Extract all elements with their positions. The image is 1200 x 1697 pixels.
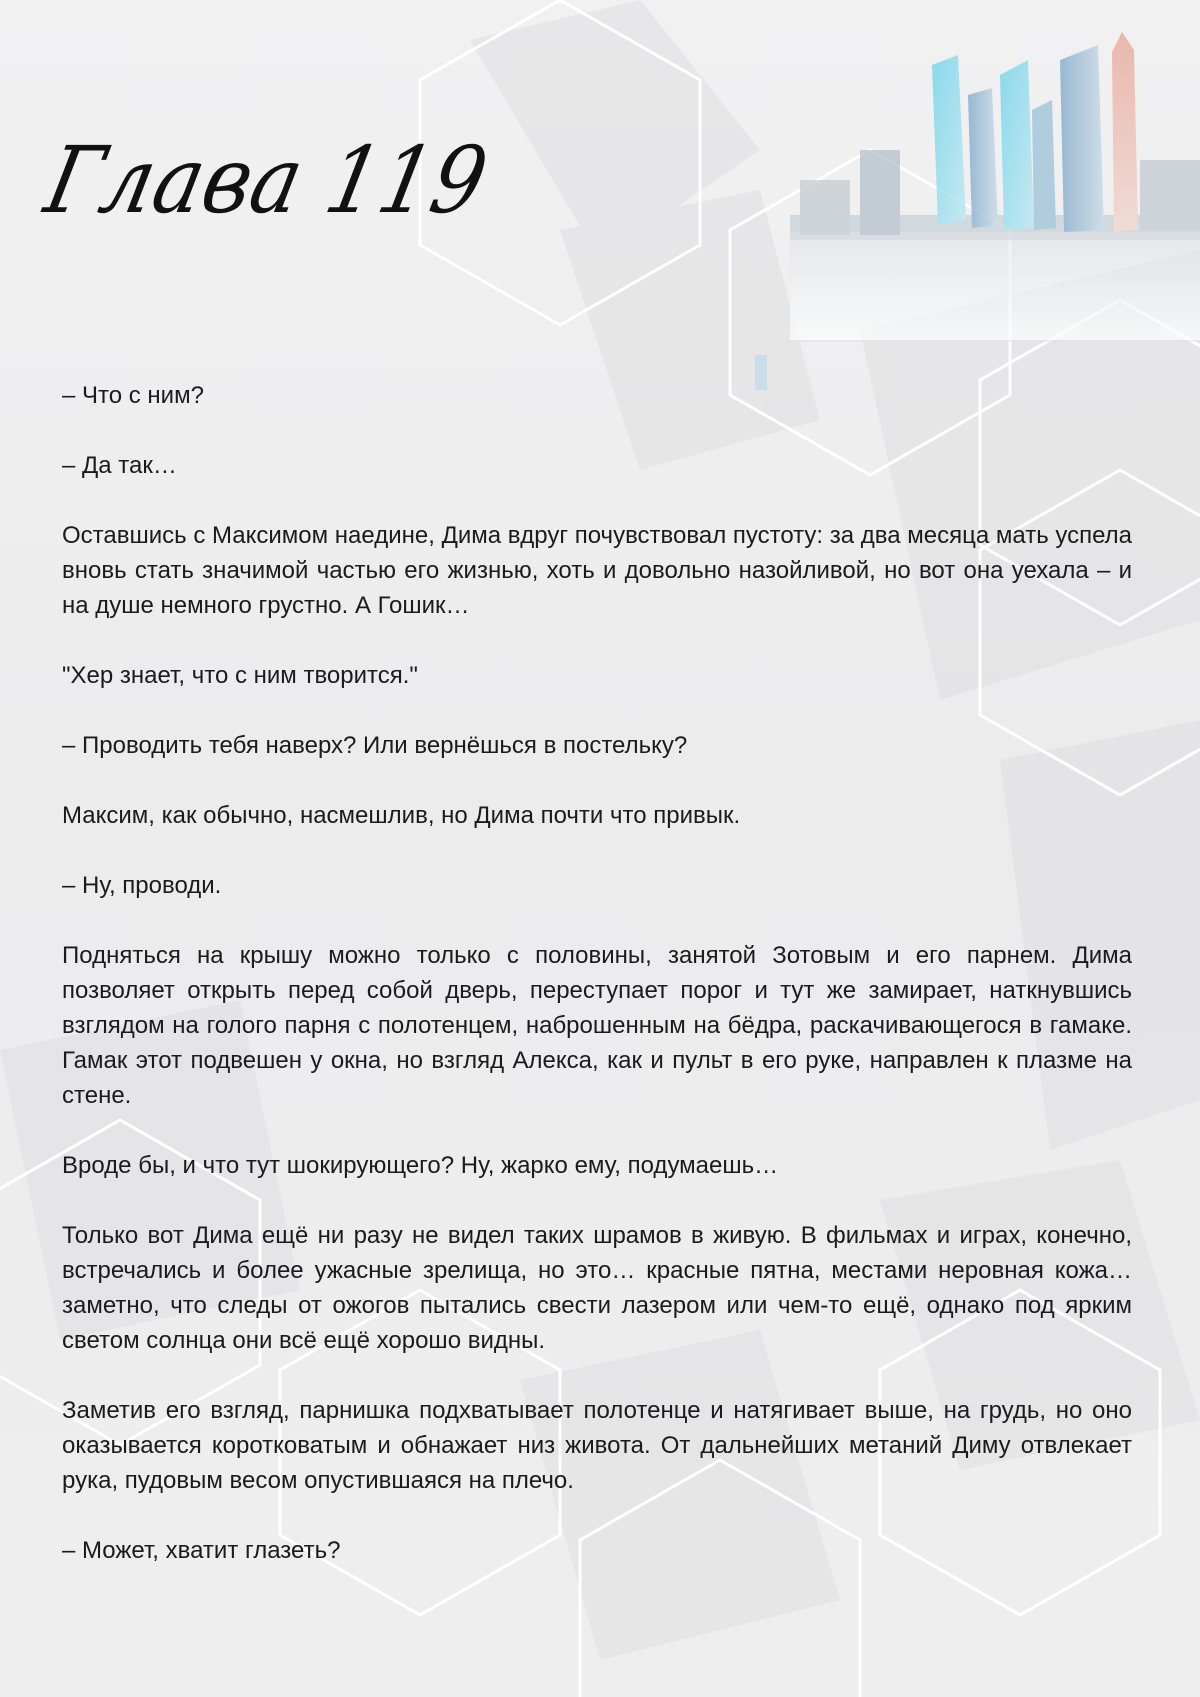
paragraph: – Проводить тебя наверх? Или вернёшься в постельку? (62, 732, 688, 759)
paragraph: – Что с ним? (62, 382, 204, 409)
paragraph: Заметив его взгляд, парнишка подхватывает полотенце и натягивает выше, на грудь, но оно оказывается коротковатым и обнажает низ живота. От дальнейших метаний Диму отвлекает рука, пудовым весом опустившаяся на плечо. (62, 1397, 1132, 1494)
paragraph: – Да так… (62, 452, 177, 479)
chapter-title: Глава 119 (36, 127, 497, 234)
paragraph: Вроде бы, и что тут шокирующего? Ну, жарко ему, подумаешь… (62, 1152, 779, 1179)
paragraph: Только вот Дима ещё ни разу не видел таких шрамов в живую. В фильмах и играх, конечно, встречались и более ужасные зрелища, но это… красные пятна, местами неровная кожа… заметно, что следы от ожогов пытались свести лазером или чем-то ещё, однако под ярким светом солнца они всё ещё хорошо видны. (62, 1222, 1132, 1354)
paragraph: – Ну, проводи. (62, 872, 222, 899)
chapter-text (62, 378, 1132, 1603)
paragraph: – Может, хватит глазеть? (62, 1537, 341, 1564)
paragraph: Подняться на крышу можно только с половины, занятой Зотовым и его парнем. Дима позволяет открыть перед собой дверь, переступает порог и тут же замирает, наткнувшись взглядом на голого парня с полотенцем, наброшенным на бёдра, раскачивающегося в гамаке. Гамак этот подвешен у окна, но взгляд Алекса, как и пульт в его руке, направлен к плазме на стене. (62, 942, 1132, 1109)
city-skyline-illustration (755, 32, 1200, 390)
paragraph: Максим, как обычно, насмешлив, но Дима почти что привык. (62, 802, 741, 829)
paragraph: "Хер знает, что с ним творится." (62, 662, 418, 689)
paragraph: Оставшись с Максимом наедине, Дима вдруг почувствовал пустоту: за два месяца мать успела вновь стать значимой частью его жизнью, хоть и довольно назойливой, но вот она уехала – и на душе немного грустно. А Гошик… (62, 522, 1132, 619)
